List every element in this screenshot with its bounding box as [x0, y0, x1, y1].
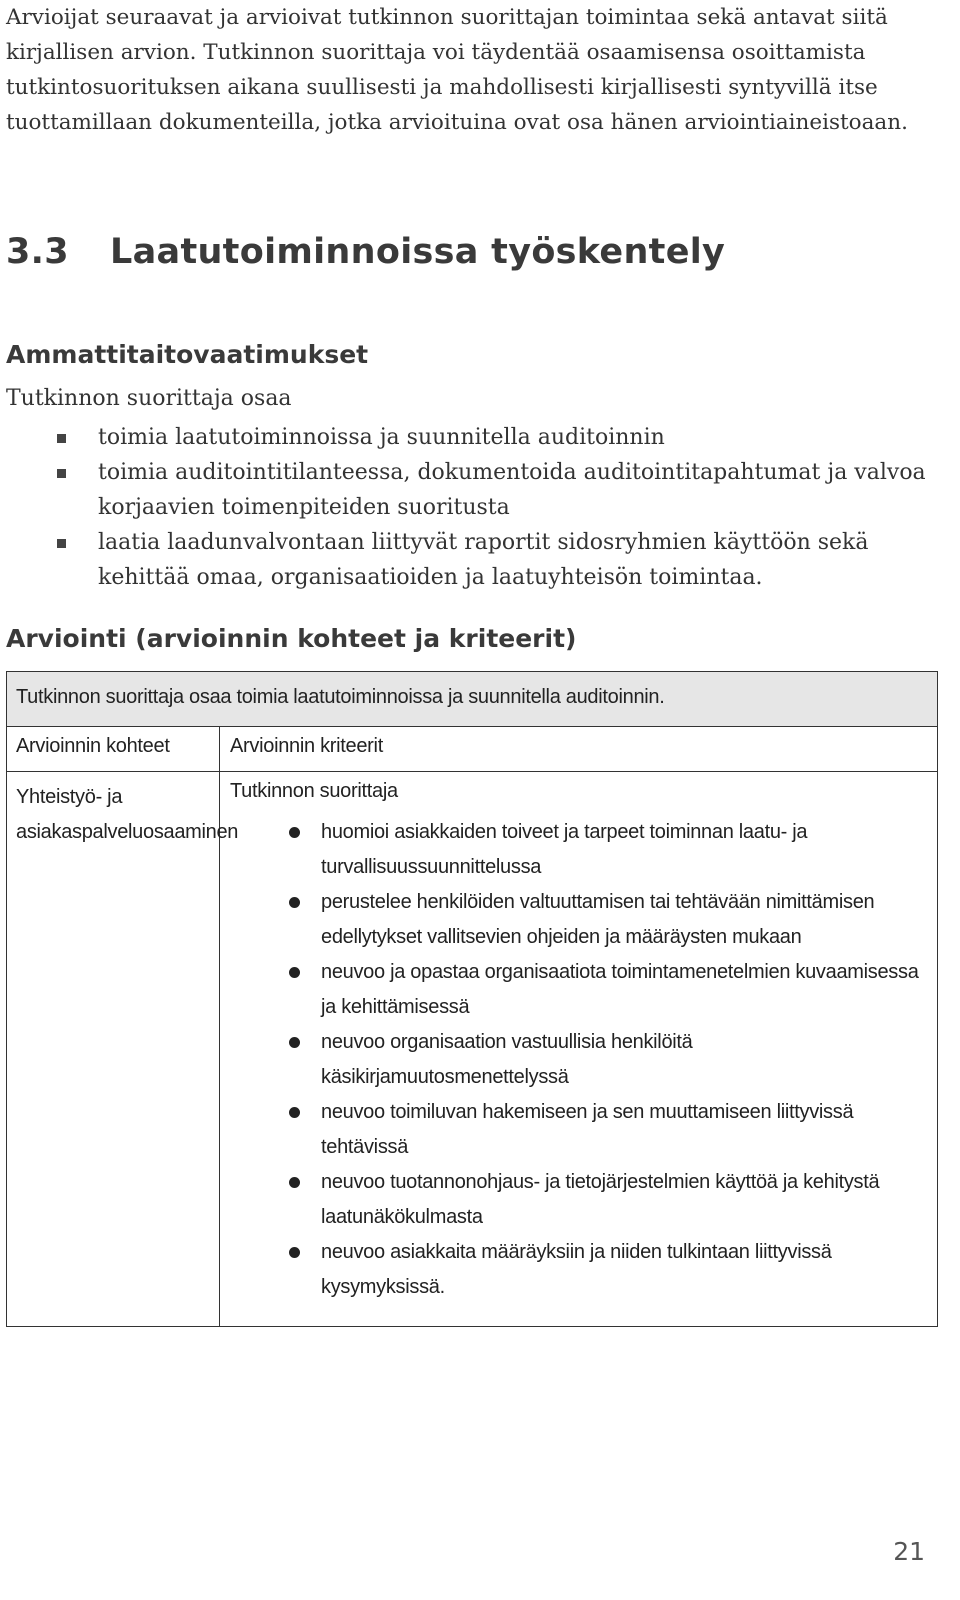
round-bullet-icon: [289, 1177, 300, 1188]
list-item: [6, 525, 946, 595]
list-item: [6, 420, 946, 455]
round-bullet-icon: [289, 897, 300, 908]
evaluation-target-cell: Yhteistyö- ja asiakaspalveluosaaminen: [16, 786, 239, 843]
round-bullet-icon: [289, 967, 300, 978]
requirements-heading: Ammattitaitovaatimukset: [6, 340, 369, 369]
evaluation-heading: Arviointi (arvioinnin kohteet ja kriteerit): [6, 624, 577, 653]
round-bullet-icon: [289, 827, 300, 838]
list-item: [6, 455, 946, 525]
criteria-item-text: neuvoo toimiluvan hakemiseen ja sen muuttamiseen liittyvissä tehtävissä: [321, 1101, 854, 1158]
page-number: 21: [893, 1537, 925, 1566]
criteria-item: [230, 1235, 930, 1305]
list-item-text: toimia auditointitilanteessa, dokumentoida auditointitapahtumat ja valvoa korjaavien toimenpiteiden suoritusta: [98, 460, 926, 520]
requirements-list: [6, 420, 946, 595]
criteria-item: [230, 1165, 930, 1235]
criteria-item-text: neuvoo organisaation vastuullisia henkilöitä käsikirjamuutosmenettelyssä: [321, 1031, 693, 1088]
table-title-row: Tutkinnon suorittaja osaa toimia laatutoiminnoissa ja suunnitella auditoinnin.: [7, 672, 937, 727]
square-bullet-icon: [57, 539, 66, 548]
criteria-item-text: perustelee henkilöiden valtuuttamisen tai tehtävään nimittämisen edellytykset vallitsevien ohjeiden ja määräysten mukaan: [321, 891, 875, 948]
criteria-item-text: neuvoo tuotannonohjaus- ja tietojärjestelmien käyttöä ja kehitystä laatunäkökulmasta: [321, 1171, 880, 1228]
criteria-item-text: neuvoo ja opastaa organisaatiota toimintamenetelmien kuvaamisessa ja kehittämisessä: [321, 961, 919, 1018]
criteria-item: [230, 885, 930, 955]
criteria-intro: Tutkinnon suorittaja: [230, 780, 398, 802]
header-divider: [7, 771, 937, 772]
section-title: Laatutoiminnoissa työskentely: [110, 232, 726, 272]
round-bullet-icon: [289, 1247, 300, 1258]
criteria-item: [230, 1025, 930, 1095]
square-bullet-icon: [57, 434, 66, 443]
criteria-item-text: huomioi asiakkaiden toiveet ja tarpeet toiminnan laatu- ja turvallisuussuunnittelussa: [321, 821, 808, 878]
criteria-item: [230, 955, 930, 1025]
list-item-text: toimia laatutoiminnoissa ja suunnitella auditoinnin: [98, 425, 665, 450]
column-header-criteria: Arvioinnin kriteerit: [230, 735, 383, 757]
criteria-list: [230, 815, 930, 1305]
section-heading: [6, 232, 946, 272]
criteria-item-text: neuvoo asiakkaita määräyksiin ja niiden tulkintaan liittyvissä kysymyksissä.: [321, 1241, 832, 1298]
section-number: 3.3: [6, 232, 69, 272]
requirements-intro: Tutkinnon suorittaja osaa: [6, 386, 292, 411]
column-header-targets: Arvioinnin kohteet: [16, 735, 170, 757]
round-bullet-icon: [289, 1037, 300, 1048]
list-item-text: laatia laadunvalvontaan liittyvät raportit sidosryhmien käyttöön sekä kehittää omaa, organisaatioiden ja laatuyhteisön toimintaa.: [98, 530, 869, 590]
criteria-item: [230, 815, 930, 885]
column-divider: [219, 727, 220, 1326]
square-bullet-icon: [57, 469, 66, 478]
criteria-item: [230, 1095, 930, 1165]
evaluation-table: [6, 671, 938, 1327]
intro-paragraph: Arvioijat seuraavat ja arvioivat tutkinnon suorittajan toimintaa sekä antavat siitä kirjallisen arvion. Tutkinnon suorittaja voi täydentää osaamisensa osoittamista tutkintosuorituksen aikana suullisesti ja mahdollisesti kirjallisesti syntyvillä itse tuottamillaan dokumenteilla, jotka arvioituina ovat osa hänen arviointiaineistoaan.: [6, 5, 908, 135]
round-bullet-icon: [289, 1107, 300, 1118]
